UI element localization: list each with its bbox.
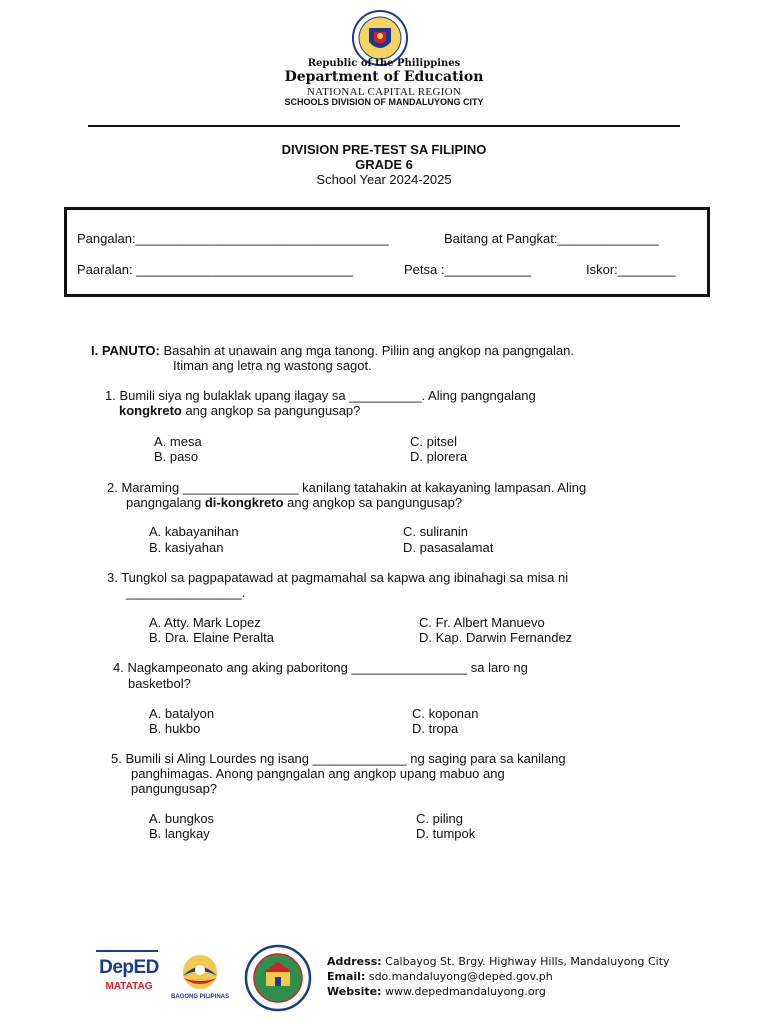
email-line (327, 970, 553, 983)
bagong-pilipinas-logo-icon (174, 954, 226, 994)
school-field[interactable]: Paaralan: ______________________________ (77, 262, 354, 277)
question-4-line-2: basketbol? (128, 676, 191, 691)
question-1-choice-d[interactable]: D. plorera (410, 449, 468, 464)
name-field[interactable]: Pangalan:___________________________________ (77, 231, 389, 246)
website-line (327, 985, 546, 998)
email-label: Email: (327, 970, 366, 983)
question-3-choice-d[interactable]: D. Kap. Darwin Fernandez (419, 630, 573, 645)
address-label: Address: (327, 955, 382, 968)
deped-logo-text: DepED (99, 957, 159, 978)
school-year: School Year 2024-2025 (316, 172, 452, 187)
question-5-line-3: pangungusap? (131, 781, 218, 796)
question-1-line-2 (119, 403, 360, 418)
question-5-line-2: panghimagas. Anong pangngalan ang angkop upang mabuo ang (131, 766, 505, 781)
question-5-choice-c[interactable]: C. piling (416, 811, 463, 826)
grade-title: GRADE 6 (355, 157, 413, 172)
grade-section-field[interactable]: Baitang at Pangkat:______________ (444, 231, 659, 246)
instructions (91, 343, 574, 358)
header-divider (88, 125, 680, 127)
instructions-label: I. PANUTO: (91, 343, 160, 358)
question-4-choice-b[interactable]: B. hukbo (149, 721, 201, 736)
website-value[interactable]: www.depedmandaluyong.org (381, 985, 546, 998)
question-4-choice-d[interactable]: D. tropa (412, 721, 459, 736)
question-1-choice-b[interactable]: B. paso (154, 449, 199, 464)
question-3-text: 3. Tungkol sa pagpapatawad at pagmamahal sa kapwa ang ibinahagi sa misa ni (107, 570, 569, 585)
address-line (327, 955, 670, 968)
question-5-choice-b[interactable]: B. langkay (149, 826, 210, 841)
question-5-text: 5. Bumili si Aling Lourdes ng isang _____________ ng saging para sa kanilang (111, 751, 566, 766)
bagong-pilipinas-text: BAGONG PILIPINAS (170, 994, 229, 1000)
question-3-choice-a[interactable]: A. Atty. Mark Lopez (149, 615, 261, 630)
matatag-logo-text: MATATAG (105, 981, 153, 992)
question-1-rest: ang angkop sa pangungusap? (181, 403, 361, 418)
question-3-choice-c[interactable]: C. Fr. Albert Manuevo (419, 615, 545, 630)
question-1-choice-c[interactable]: C. pitsel (410, 434, 457, 449)
question-1-choice-a[interactable]: A. mesa (154, 434, 202, 449)
question-3-choice-b[interactable]: B. Dra. Elaine Peralta (149, 630, 275, 645)
address-value: Calbayog St. Brgy. Highway Hills, Mandaluyong City (381, 955, 670, 968)
question-2-choice-d[interactable]: D. pasasalamat (403, 540, 494, 555)
question-2-pre: pangngalang (126, 495, 205, 510)
question-4-choice-c[interactable]: C. koponan (412, 706, 479, 721)
date-field[interactable]: Petsa :____________ (404, 262, 532, 277)
question-2-text: 2. Maraming ________________ kanilang tatahakin at kakayaning lampasan. Aling (107, 480, 587, 495)
deped-matatag-logo (96, 957, 162, 992)
question-4-text: 4. Nagkampeonato ang aking paboritong ________________ sa laro ng (113, 660, 528, 675)
question-2-choice-a[interactable]: A. kabayanihan (149, 524, 239, 539)
question-5-choice-d[interactable]: D. tumpok (416, 826, 476, 841)
student-info-box (64, 207, 710, 297)
question-2-choice-c[interactable]: C. suliranin (403, 524, 469, 539)
question-1-text: 1. Bumili siya ng bulaklak upang ilagay sa __________. Aling pangngalang (105, 388, 536, 403)
sdo-mandaluyong-seal-icon (244, 944, 312, 1012)
region-line: NATIONAL CAPITAL REGION (306, 86, 462, 98)
question-2-rest: ang angkop sa pangungusap? (283, 495, 463, 510)
question-2-choice-b[interactable]: B. kasiyahan (149, 540, 224, 555)
question-4-choice-a[interactable]: A. batalyon (149, 706, 215, 721)
email-value[interactable]: sdo.mandaluyong@deped.gov.ph (365, 970, 553, 983)
department-line: Department of Education (284, 69, 484, 85)
question-3-line-2: ________________. (126, 585, 246, 600)
question-1-keyword: kongkreto (119, 403, 182, 418)
website-label: Website: (327, 985, 382, 998)
question-2-keyword: di-kongkreto (204, 495, 284, 510)
footer-accent-line (96, 950, 158, 952)
test-title: DIVISION PRE-TEST SA FILIPINO (281, 142, 487, 157)
republic-line: Republic of the Philippines (307, 58, 461, 69)
score-field[interactable]: Iskor:________ (586, 262, 676, 277)
instructions-line-2: Itiman ang letra ng wastong sagot. (173, 358, 372, 373)
division-line: SCHOOLS DIVISION OF MANDALUYONG CITY (284, 97, 484, 107)
instructions-line-1: Basahin at unawain ang mga tanong. Piliin ang angkop na pangngalan. (159, 343, 575, 358)
question-5-choice-a[interactable]: A. bungkos (149, 811, 215, 826)
question-2-line-2 (126, 495, 462, 510)
